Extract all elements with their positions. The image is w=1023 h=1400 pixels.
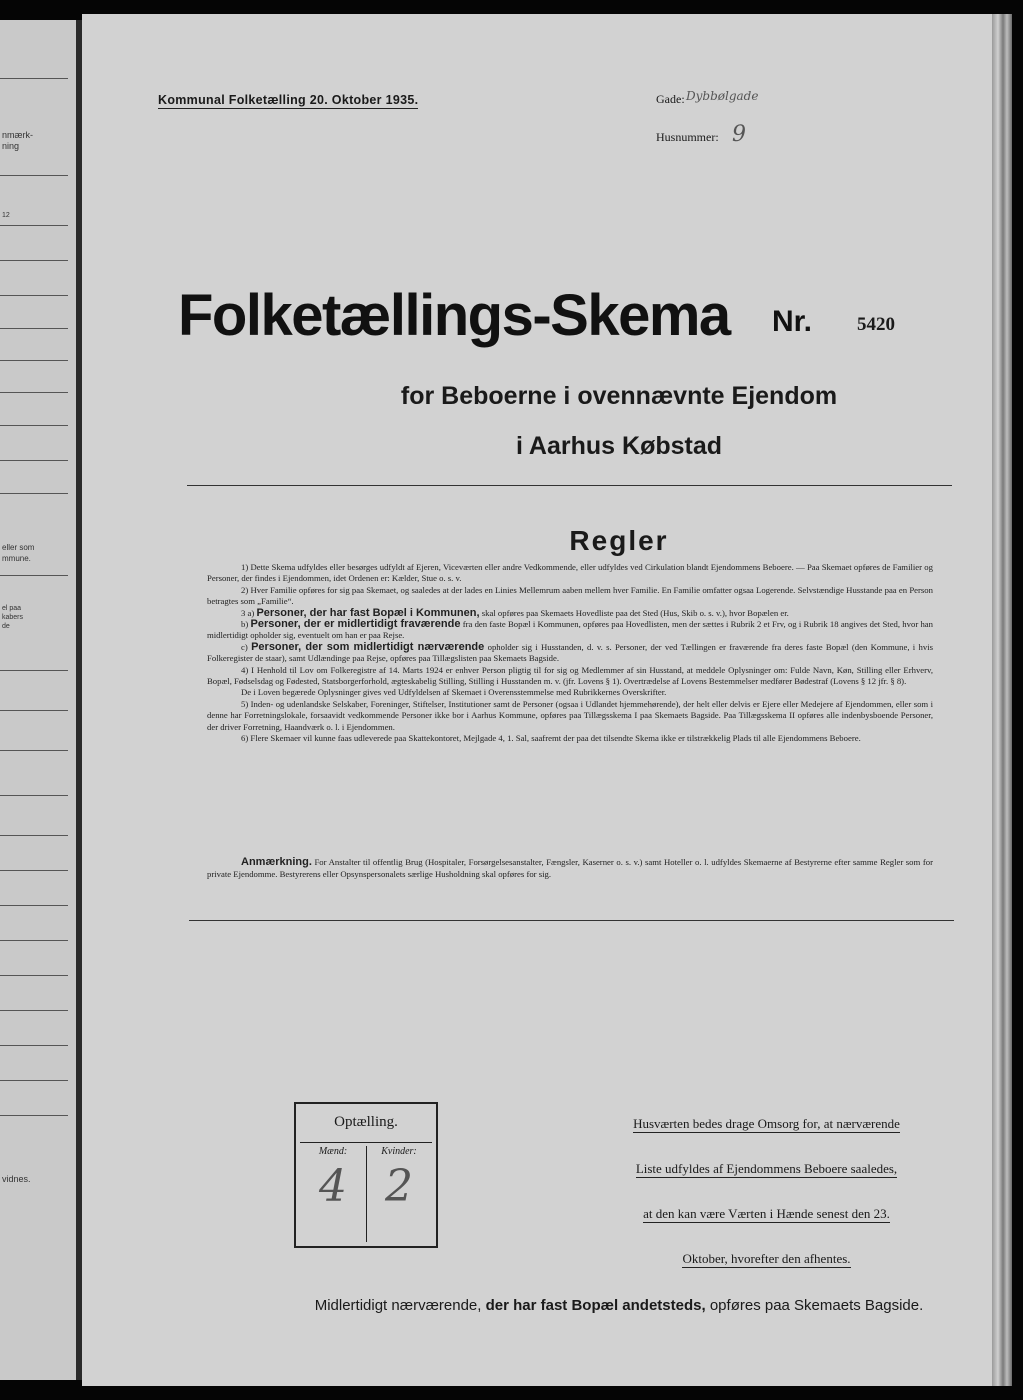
landlord-notice xyxy=(598,1106,935,1286)
divider xyxy=(187,485,952,486)
notice-line: Oktober, hvorefter den afhentes. xyxy=(682,1251,851,1266)
form-title: Folketællings-Skema xyxy=(178,283,730,348)
left-page-text: nmærk- ning xyxy=(2,130,33,151)
notice-line: at den kan være Værten i Hænde senest den 23. xyxy=(643,1206,890,1221)
note-text xyxy=(207,856,933,880)
footer-post: opføres paa Skemaets Bagside. xyxy=(705,1297,924,1314)
ruled-line xyxy=(0,493,68,494)
men-count-column xyxy=(300,1146,367,1242)
ruled-line xyxy=(0,750,68,751)
ruled-line xyxy=(0,710,68,711)
men-label: Mænd: xyxy=(318,1146,348,1157)
ruled-line xyxy=(0,1115,68,1116)
left-page-text: eller som mmune. xyxy=(2,543,35,563)
notice-line: Liste udfyldes af Ejendommens Beboere saaledes, xyxy=(635,1161,898,1176)
rule-3b-bold: Personer, der er midlertidigt fraværende xyxy=(250,618,461,631)
rule-1: 1) Dette Skema udfyldes eller besørges udfyldt af Ejeren, Viceværten eller andre Vedkommende, eller udfyldes ved Cirkulation blandt Ejendommens Beboere. — Paa Skemaet opføres de Familier og Personer, der findes i Ejendommen, idet Ordenen er: Kælder, Stue o. s. v. xyxy=(207,562,933,584)
ruled-line xyxy=(0,905,68,906)
house-number-label: Husnummer: xyxy=(656,130,719,144)
form-subtitle: for Beboerne i ovennævnte Ejendom xyxy=(400,382,838,410)
left-page-fragment xyxy=(0,20,76,1380)
rule-4: 4) I Henhold til Lov om Folkeregistre af 14. Marts 1924 er enhver Person pligtig til for sig og Medlemmer af sin Husstand, at meddele Oplysninger om: Fulde Navn, Køn, Stilling eller Erhverv, Bopæl, Fødselsdag og Fødested, Statsborgerforhold, ægteskabelig Stilling, Stilling i Husstanden m. v. (jfr. Lovens § 1). Overtrædelse af Lovens Bestemmelser medfører Bødestraf (Lovens § 12 jfr. § 8). xyxy=(207,664,933,687)
form-subtitle-city: i Aarhus Købstad xyxy=(515,432,723,460)
form-number-label: Nr. xyxy=(772,305,813,338)
house-number-value: 9 xyxy=(732,122,746,147)
divider xyxy=(189,920,954,921)
rule-3a-bold: Personer, der har fast Bopæl i Kommunen, xyxy=(256,606,480,619)
ruled-line xyxy=(0,175,68,176)
women-count-column xyxy=(366,1146,432,1242)
ruled-line xyxy=(0,78,68,79)
rule-3b-num: b) xyxy=(241,619,249,630)
ruled-line xyxy=(0,260,68,261)
ruled-line xyxy=(0,1010,68,1011)
rule-6: 6) Flere Skemaer vil kunne faas udleverede paa Skattekontoret, Mejlgade 4, 1. Sal, saafremt der paa det tilsendte Skema ikke er tilstrækkelig Plads til alle Ejendommens Beboere. xyxy=(241,733,861,744)
rule-3c xyxy=(207,642,933,665)
census-header: Kommunal Folketælling 20. Oktober 1935. xyxy=(158,93,419,107)
census-form-page xyxy=(82,14,992,1386)
ruled-line xyxy=(0,392,68,393)
left-page-text: el paa kabers de xyxy=(2,605,24,630)
women-count: 2 xyxy=(385,1161,413,1212)
rule-3a-num: 3 a) xyxy=(241,607,255,618)
count-box xyxy=(294,1102,438,1248)
rule-3b-text: fra den faste Bopæl i Kommunen, opføres paa Hovedlisten, men der sættes i Rubrik 2 et Frv, og i Rubrik 18 angives det Sted, hvor han midlertidigt opholder sig, eventuelt om han er paa Rejse. xyxy=(207,619,934,641)
rule-3c-bold: Personer, der som midlertidigt nærværende xyxy=(251,640,485,653)
men-count: 4 xyxy=(319,1161,347,1212)
rule-2: 2) Hver Familie opføres for sig paa Skemaet, og saaledes at der lades en Linies Mellemrum aaben mellem hver Familie. En Familie omfatter ogsaa Logerende. Selvstændige Husstande paa en Person betragtes som „Familie“. xyxy=(207,584,933,607)
count-divider xyxy=(300,1142,432,1143)
page-edges xyxy=(992,14,1012,1386)
ruled-line xyxy=(0,835,68,836)
women-label: Kvinder: xyxy=(381,1146,417,1157)
ruled-line xyxy=(0,425,68,426)
ruled-line xyxy=(0,670,68,671)
rule-5: 5) Inden- og udenlandske Selskaber, Foreninger, Stiftelser, Institutioner samt de Personer (ogsaa i Udlandet hjemmehørende), der helt eller delvis er Ejere eller Medejere af Ejendommen, eller som i denne har Forretningslokale, forsaavidt vedkommende Personer ikke bor i Aarhus Kommune, opføres paa Tillægsskema I paa Skemaets Bagside. Paa Tillægsskema II opføres alle indenbysboende Personer, der driver Forretning, Haandværk o. l. i Ejendommen. xyxy=(207,698,933,732)
ruled-line xyxy=(0,940,68,941)
ruled-line xyxy=(0,975,68,976)
note-label: Anmærkning. xyxy=(241,856,312,868)
ruled-line xyxy=(0,295,68,296)
rule-4b: De i Loven begærede Oplysninger gives ved Udfyldelsen af Skemaet i Overensstemmelse med Rubrikkernes Overskrifter. xyxy=(241,687,667,698)
ruled-line xyxy=(0,1080,68,1081)
ruled-line xyxy=(0,460,68,461)
rules-text xyxy=(207,562,933,745)
ruled-line xyxy=(0,870,68,871)
footer-bold: der har fast Bopæl andetsteds, xyxy=(485,1297,706,1314)
ruled-line xyxy=(0,575,68,576)
ruled-line xyxy=(0,1045,68,1046)
note-body: For Anstalter til offentlig Brug (Hospitaler, Forsørgelsesanstalter, Fængsler, Kaserner o. s. v.) samt Hoteller o. l. udfyldes Skemaerne af Bestyrerne efter samme Regler som for private Ejendomme. Bestyrerens eller Opsynspersonalets særlige Husholdning skal opføres for sig. xyxy=(207,857,933,879)
rule-3c-num: c) xyxy=(241,641,248,652)
notice-line: Husværten bedes drage Omsorg for, at nærværende xyxy=(633,1116,900,1131)
footer-note xyxy=(164,1297,1023,1314)
rules-heading: Regler xyxy=(569,525,669,556)
rule-3a-text: skal opføres paa Skemaets Hovedliste paa det Sted (Hus, Skib o. s. v.), hvor Bopælen er. xyxy=(479,607,789,618)
form-number-value: 5420 xyxy=(857,314,895,335)
left-page-text: vidnes. xyxy=(2,1174,31,1184)
ruled-line xyxy=(0,328,68,329)
ruled-line xyxy=(0,225,68,226)
count-title: Optælling. xyxy=(334,1114,398,1130)
footer-pre: Midlertidigt nærværende, xyxy=(314,1297,486,1314)
ruled-line xyxy=(0,360,68,361)
street-value: Dybbølgade xyxy=(686,89,759,103)
rule-3b xyxy=(207,619,933,642)
street-label: Gade: xyxy=(656,92,685,106)
left-page-text: 12 xyxy=(2,212,10,219)
rule-3c-text: opholder sig i Husstanden, d. v. s. Personer, der ved Tællingen er fraværende fra deres faste Bopæl (den Kommune, i hvis Folkeregister de staar), samt Udlændinge paa Rejse, opføres paa Tillægslisten paa Skemaets Bagside. xyxy=(207,641,934,664)
ruled-line xyxy=(0,795,68,796)
